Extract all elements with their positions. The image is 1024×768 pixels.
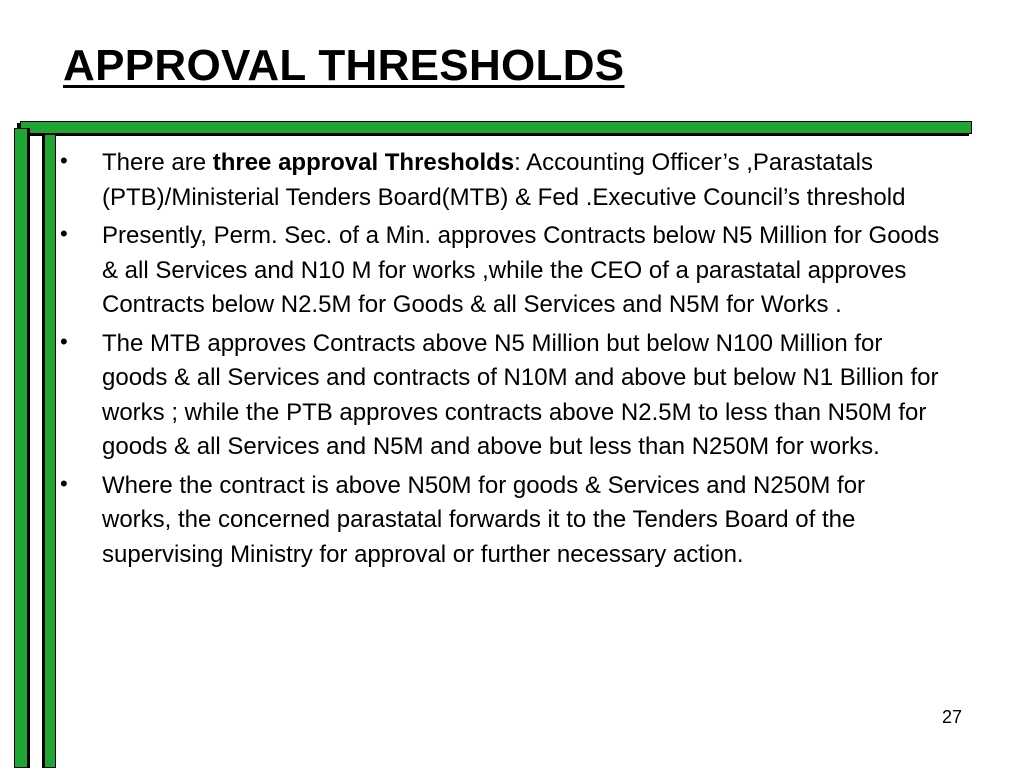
bullet-text: Where the contract is above N50M for goods & Services and N250M for works, the concerned parastatal forwards it to the Tenders Board of the supervising Ministry for approval or further necessary action.: [102, 471, 866, 568]
left-accent-bar-inner: [44, 134, 56, 768]
bullet-icon: •: [60, 470, 68, 496]
page-number: 27: [941, 707, 962, 727]
bullet-text-bold: three approval Thresholds: [212, 149, 515, 176]
bullet-text-tail: : Accounting Officer’s ,Parastatals (PTB)/Ministerial Tenders Board(MTB) & Fed .Executive Council’s threshold: [102, 149, 906, 211]
slide-title: APPROVAL THRESHOLDS: [63, 41, 625, 90]
bullet-icon: •: [60, 221, 68, 246]
bullet-item-perm-sec: [60, 219, 940, 323]
bullet-item-thresholds: [60, 146, 940, 215]
bullet-icon: •: [60, 148, 68, 173]
bullet-text: The MTB approves Contracts above N5 Million but below N100 Million for goods & all Services and contracts of N10M and above but below N1 Billion for works ; while the PTB approves contracts above N2.5M to less than N50M for goods & all Services and N5M and above but less than N250M for works.: [102, 329, 939, 460]
bullet-text-lead: There are: [102, 149, 213, 176]
bullet-text: Presently, Perm. Sec. of a Min. approves Contracts below N5 Million for Goods & all Services and N10 M for works ,while the CEO of a parastatal approves Contracts below N2.5M for Goods & all Services and N5M for Works .: [102, 222, 940, 318]
bullet-icon: •: [60, 328, 68, 354]
bullet-item-above-threshold: [60, 469, 940, 573]
left-accent-bar-outer: [14, 128, 28, 768]
bullet-item-mtb: [60, 327, 940, 465]
horizontal-accent-bar: [20, 121, 972, 134]
bullet-list: [60, 146, 940, 576]
